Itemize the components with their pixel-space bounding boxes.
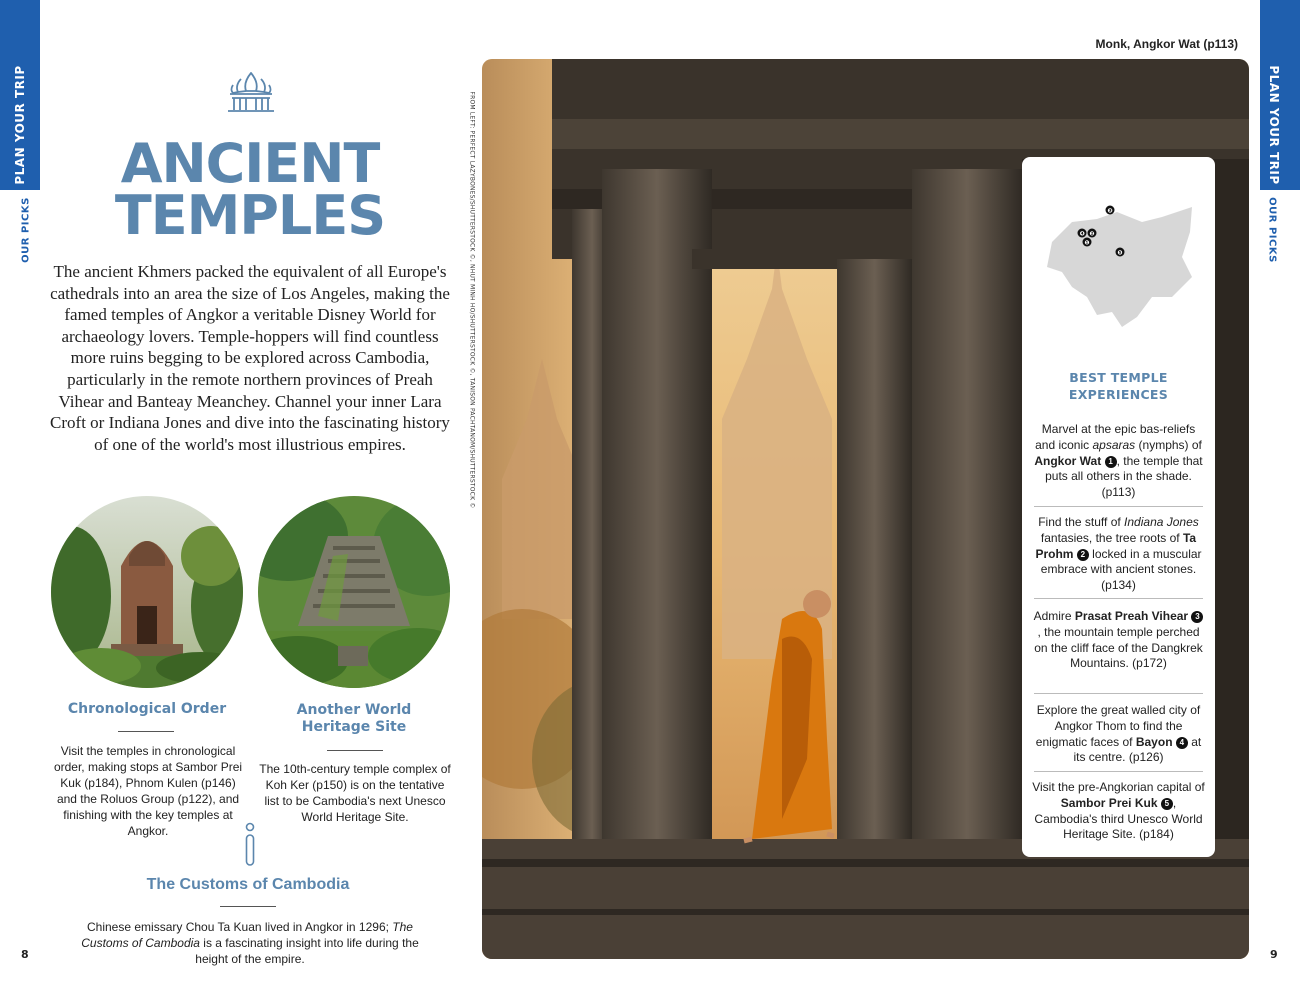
our-picks-label-right[interactable]: OUR PICKS <box>1266 197 1278 263</box>
exp2-number-badge: 2 <box>1077 549 1089 561</box>
customs-rule <box>220 906 276 907</box>
panel-heading-line-1: BEST TEMPLE <box>1069 370 1168 385</box>
experience-prasat-preah-vihear <box>1032 609 1205 672</box>
feature-b-title <box>258 702 450 736</box>
intro-paragraph: The ancient Khmers packed the equivalent of all Europe's cathedrals into an area the size of Los Angeles, making the famed temples of Angkor a veritable Disney World for archaeology lovers. Temple-hoppers will find countless more ruins begging to be explored across Cambodia, particularly in the remote northern provinces of Preah Vihear and Banteay Meanchey. Channel your inner Lara Croft or Indiana Jones and dive into the fascinating history of one of the world's most illustrious empires. <box>50 262 450 454</box>
page-number-left: 8 <box>21 948 29 961</box>
experience-angkor-wat <box>1032 422 1205 501</box>
exp4-site-name: Bayon <box>1135 734 1173 749</box>
title-line-2: TEMPLES <box>114 184 386 247</box>
exp1-emphasis: apsaras <box>1092 437 1136 452</box>
exp3-text-c: , the mountain temple perched on the cliff face of the Dangkrek Mountains. (p172) <box>1034 624 1203 671</box>
feature-a-rule <box>118 731 174 732</box>
experience-bayon <box>1032 703 1205 766</box>
photo-caption: Monk, Angkor Wat (p113) <box>1095 37 1238 51</box>
feature-b-text: The 10th-century temple complex of Koh Ker (p150) is on the tentative list to be Cambodia's next Unesco World Heritage Site. <box>259 762 451 824</box>
customs-title: The Customs of Cambodia <box>146 876 350 893</box>
exp5-text-c: , Cambodia's third Unesco World Heritage Site. (p184) <box>1034 795 1203 842</box>
exp3-number-badge: 3 <box>1191 611 1203 623</box>
exp3-site-name: Prasat Preah Vihear <box>1074 609 1189 623</box>
map-marker-3: ❸ <box>1107 207 1113 215</box>
info-icon <box>243 822 257 866</box>
exp2-site-name: Ta Prohm <box>1035 530 1197 561</box>
temple-icon <box>224 70 278 114</box>
exp2-emphasis: Indiana Jones <box>1124 515 1199 529</box>
exp5-number-badge: 5 <box>1161 798 1173 810</box>
separator <box>1034 506 1203 507</box>
feature-b-rule <box>327 750 383 751</box>
map-marker-1: ❶ <box>1084 239 1090 247</box>
exp1-text-a: Marvel at the epic bas-reliefs and iconic <box>1035 422 1196 452</box>
temple-photo-sambor-prei-kuk <box>51 496 243 688</box>
exp1-text-c: , the temple that puts all others in the shade. (p113) <box>1045 453 1203 500</box>
feature-a-text: Visit the temples in chronological order, making stops at Sambor Prei Kuk (p184), Phnom Kulen (p146) and the Roluos Group (p122), and finishing with the key temples at Angkor. <box>53 744 243 838</box>
experience-sambor-prei-kuk <box>1032 780 1205 843</box>
exp4-text-c: at its centre. (p126) <box>1073 734 1202 765</box>
temple-photo-koh-ker <box>258 496 450 688</box>
customs-text-a: Chinese emissary Chou Ta Kuan lived in Angkor in 1296; <box>87 920 393 934</box>
our-picks-label-left[interactable]: OUR PICKS <box>20 197 32 263</box>
best-temple-experiences-panel <box>1022 157 1215 857</box>
exp4-number-badge: 4 <box>1176 737 1188 749</box>
cambodia-map <box>1042 197 1197 332</box>
exp4-text-a: Explore the great walled city of Angkor Thom to find the enigmatic faces of <box>1035 703 1201 749</box>
exp2-text-b: fantasies, the tree roots of <box>1040 530 1183 545</box>
customs-text <box>80 919 420 967</box>
panel-heading <box>1022 369 1215 403</box>
map-marker-5: ❺ <box>1117 249 1123 257</box>
separator <box>1034 598 1203 599</box>
map-marker-4: ❹ <box>1079 230 1085 238</box>
customs-text-b: is a fascinating insight into life during the height of the empire. <box>195 936 419 966</box>
feature-b-title-line-1: Another World <box>296 702 412 718</box>
plan-your-trip-tab-right[interactable]: PLAN YOUR TRIP <box>1267 65 1281 185</box>
separator <box>1034 693 1203 694</box>
exp5-text-a: Visit the pre-Angkorian capital of <box>1032 780 1205 794</box>
customs-text-title: The Customs of Cambodia <box>81 920 413 950</box>
map-marker-2: ❷ <box>1089 230 1095 238</box>
page-title <box>50 132 450 247</box>
exp2-text-c: locked in a muscular embrace with ancient stones. (p134) <box>1040 546 1202 593</box>
panel-heading-line-2: EXPERIENCES <box>1068 387 1169 402</box>
exp5-site-name: Sambor Prei Kuk <box>1060 795 1158 810</box>
separator <box>1034 771 1203 772</box>
photo-credit: FROM LEFT: PERFECT LAZYBONES/SHUTTERSTOCK ©, NHUT MINH HO/SHUTTERSTOCK ©, TANISON PACHTANOM/SHUTTERSTOCK © <box>468 91 476 509</box>
feature-a-title: Chronological Order <box>67 701 227 717</box>
exp2-text-a: Find the stuff of <box>1038 515 1125 529</box>
experience-ta-prohm <box>1032 515 1205 594</box>
page-number-right: 9 <box>1270 948 1278 961</box>
plan-your-trip-tab-left[interactable]: PLAN YOUR TRIP <box>13 65 27 185</box>
exp1-number-badge: 1 <box>1105 456 1117 468</box>
exp1-text-b: (nymphs) of <box>1135 437 1202 452</box>
exp3-text-a: Admire <box>1033 609 1075 623</box>
feature-b-title-line-2: Heritage Site <box>301 719 407 735</box>
title-line-1: ANCIENT <box>120 132 380 195</box>
exp1-site-name: Angkor Wat <box>1034 453 1102 468</box>
